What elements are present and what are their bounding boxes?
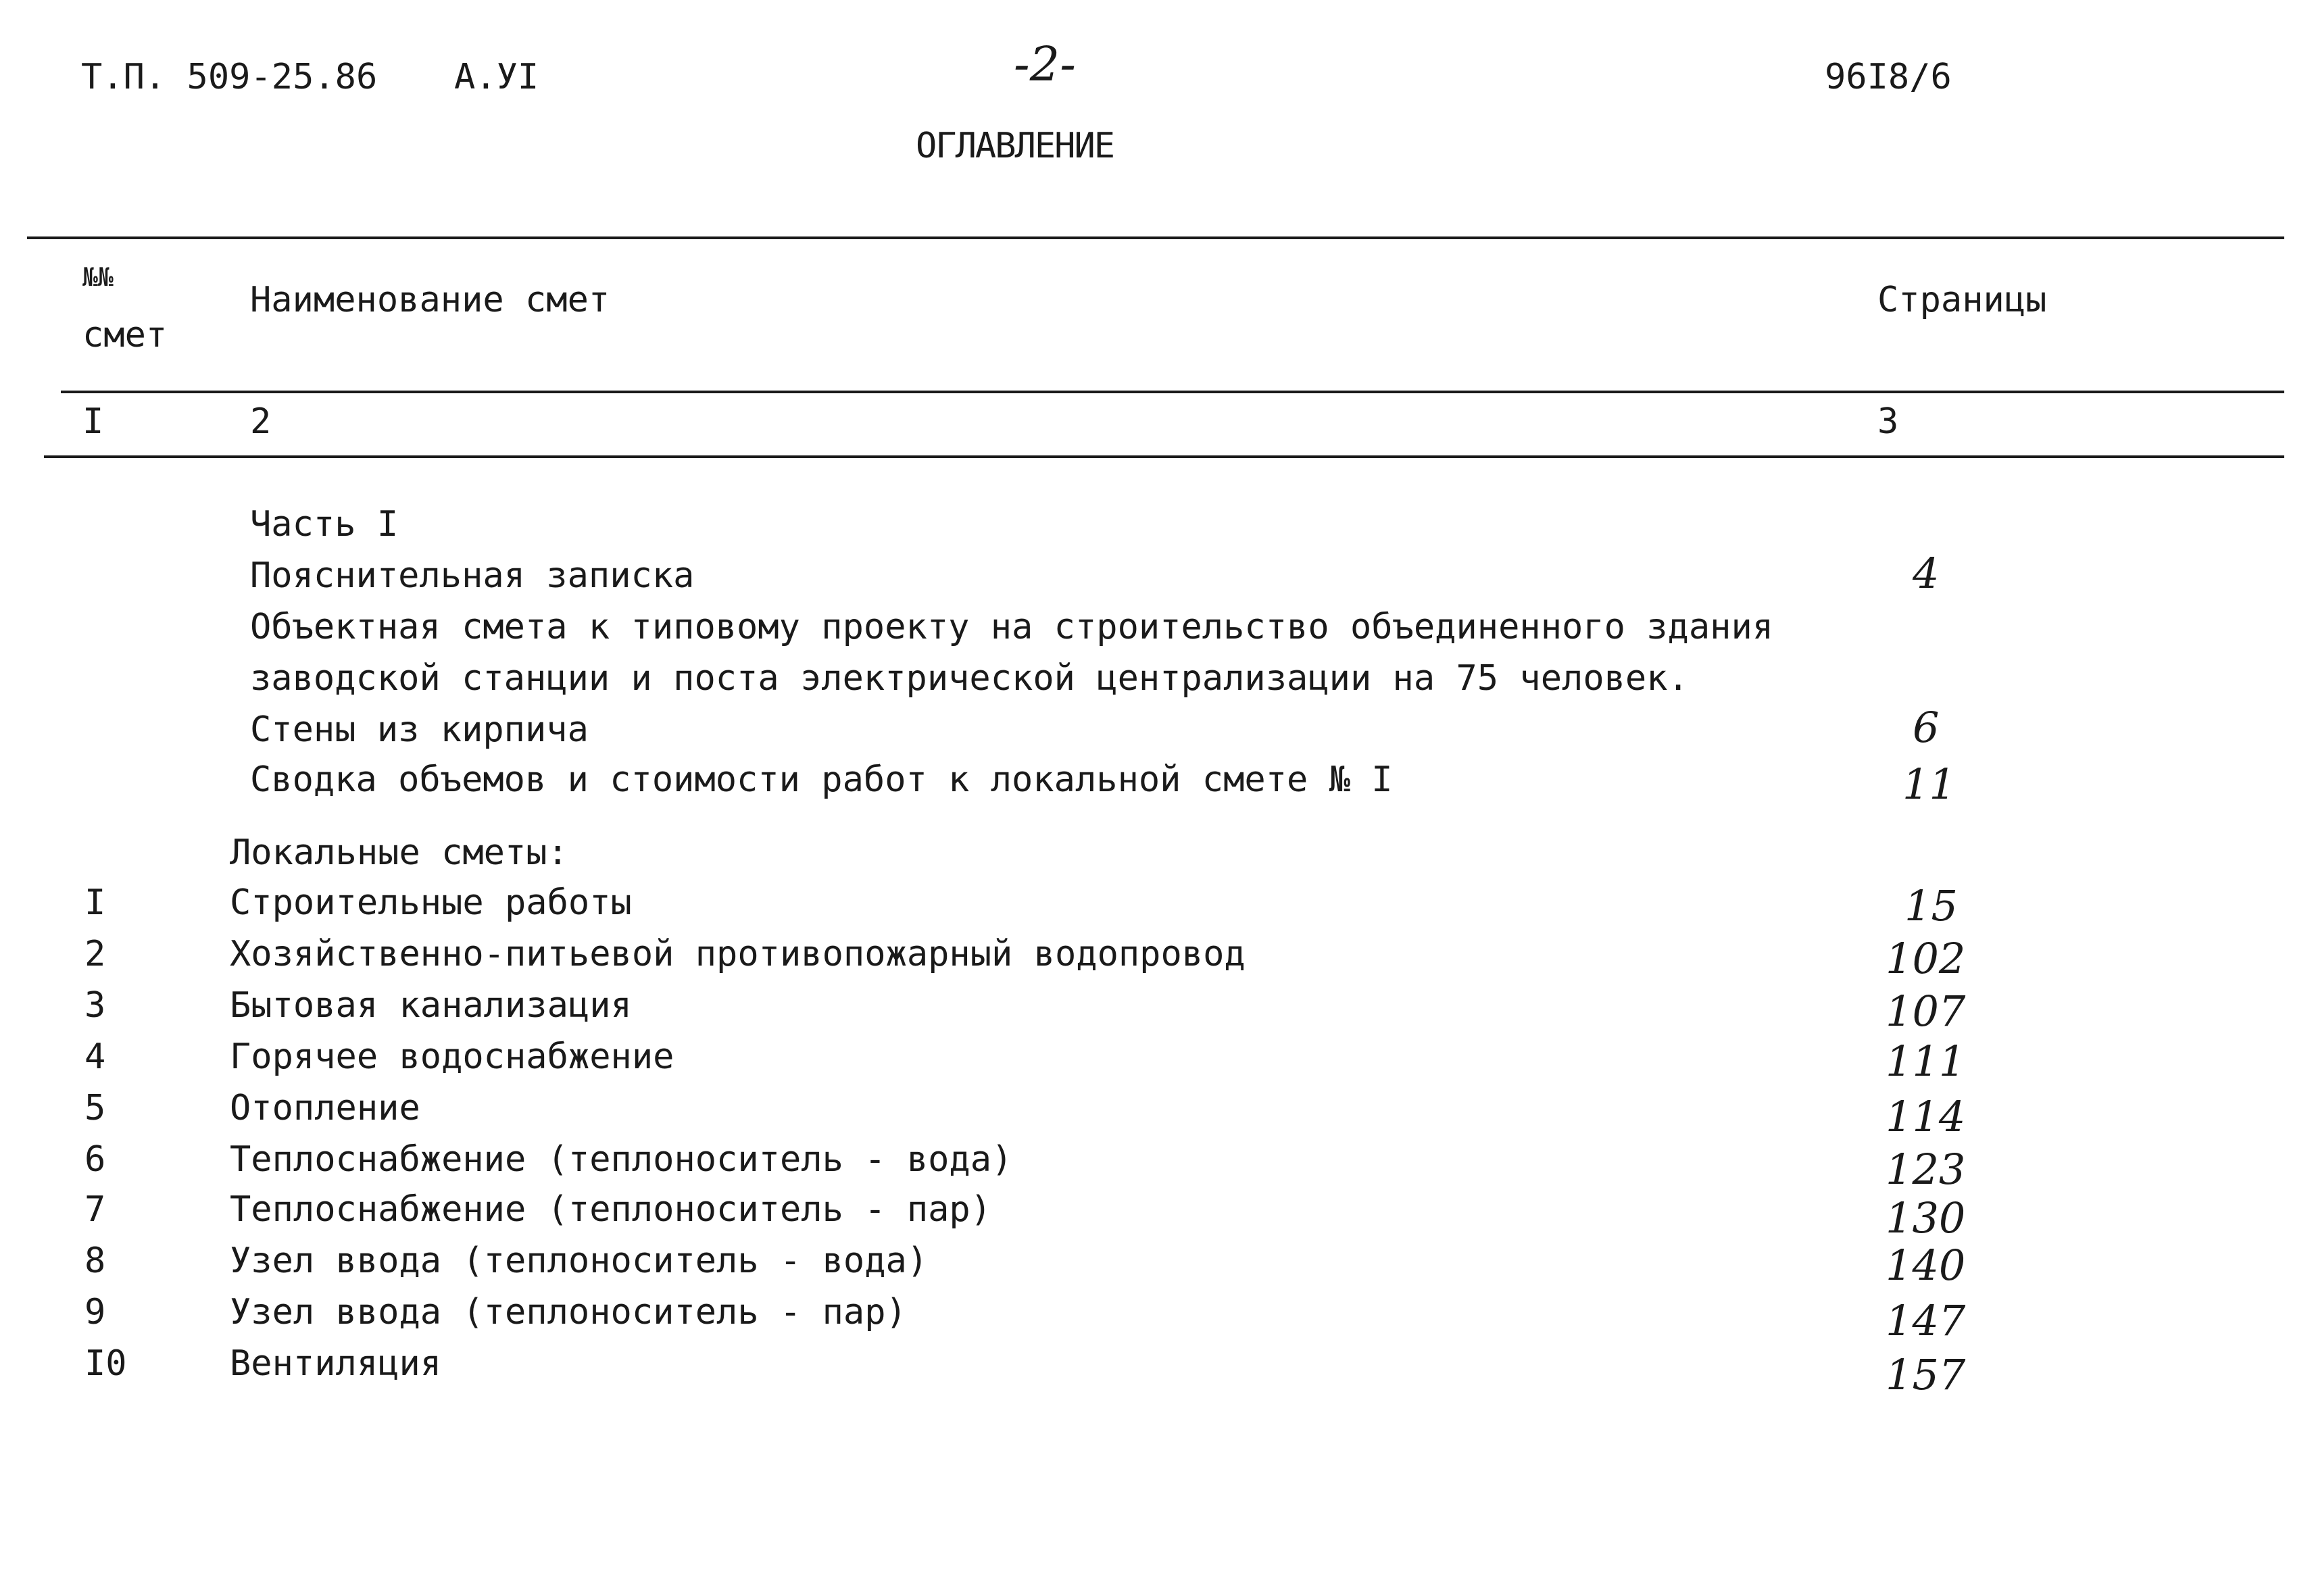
part-item-page: 4 (1913, 549, 1940, 598)
list-item-page: 123 (1886, 1145, 1966, 1194)
list-item-name: Теплоснабжение (теплоноситель - вода) (230, 1139, 1013, 1180)
list-item-page: 111 (1886, 1037, 1966, 1086)
table-header-rule (61, 391, 2284, 393)
list-item-page: 140 (1886, 1241, 1966, 1290)
list-item-number: 5 (84, 1088, 106, 1128)
list-item-name: Вентиляция (230, 1343, 442, 1384)
part-item-name: Пояснительная записка (250, 555, 695, 596)
part-item-name: заводской станции и поста электрической централизации на 75 человек. (250, 658, 1689, 699)
column-number-header: смет (82, 315, 168, 355)
part-title: Часть I (250, 504, 399, 545)
list-item-page: 147 (1886, 1296, 1966, 1345)
list-item-number: 2 (84, 934, 106, 974)
document-code: Т.П. 509-25.86 (81, 57, 378, 97)
list-item-number: I0 (84, 1343, 127, 1384)
list-item-number: 3 (84, 985, 106, 1026)
list-item-number: 6 (84, 1139, 106, 1180)
column-number-index-3: 3 (1877, 401, 1899, 442)
column-number-index-2: 2 (250, 401, 272, 442)
list-item-number: 4 (84, 1037, 106, 1077)
local-section-title: Локальные сметы: (230, 832, 568, 873)
part-item-page: 11 (1902, 759, 1956, 809)
part-item-name: Сводка объемов и стоимости работ к локальной смете № I (250, 759, 1393, 800)
list-item-number: I (84, 882, 106, 923)
table-number-rule (44, 455, 2284, 458)
list-item-number: 9 (84, 1292, 106, 1332)
column-number-index-1: I (82, 401, 104, 442)
list-item-number: 7 (84, 1189, 106, 1230)
column-pages-header: Страницы (1877, 280, 2047, 320)
list-item-page: 15 (1904, 881, 1958, 930)
table-top-rule (27, 236, 2284, 239)
list-item-page: 114 (1886, 1092, 1966, 1141)
album-code: А.УI (454, 57, 539, 97)
column-name-header: Наименование смет (250, 280, 610, 320)
list-item-name: Теплоснабжение (теплоноситель - пар) (230, 1189, 992, 1230)
list-item-page: 130 (1886, 1193, 1966, 1243)
part-item-name: Стены из кирпича (250, 709, 589, 750)
list-item-number: 8 (84, 1241, 106, 1281)
list-item-name: Хозяйственно-питьевой противопожарный водопровод (230, 934, 1246, 974)
list-item-name: Бытовая канализация (230, 985, 632, 1026)
list-item-name: Узел ввода (теплоноситель - вода) (230, 1241, 929, 1281)
list-item-name: Горячее водоснабжение (230, 1037, 674, 1077)
part-item-name: Объектная смета к типовому проекту на строительство объединенного здания (250, 607, 1774, 647)
sheet-code: 96I8/6 (1825, 57, 1952, 97)
list-item-page: 157 (1886, 1350, 1966, 1399)
page-title: ОГЛАВЛЕНИЕ (916, 126, 1114, 166)
column-number-mark: №№ (82, 262, 114, 292)
list-item-name: Отопление (230, 1088, 420, 1128)
list-item-name: Узел ввода (теплоноситель - пар) (230, 1292, 907, 1332)
list-item-name: Строительные работы (230, 882, 632, 923)
part-item-page: 6 (1913, 703, 1940, 752)
list-item-page: 107 (1886, 987, 1966, 1036)
list-item-page: 102 (1886, 934, 1966, 983)
page-number: -2- (1014, 36, 1076, 92)
